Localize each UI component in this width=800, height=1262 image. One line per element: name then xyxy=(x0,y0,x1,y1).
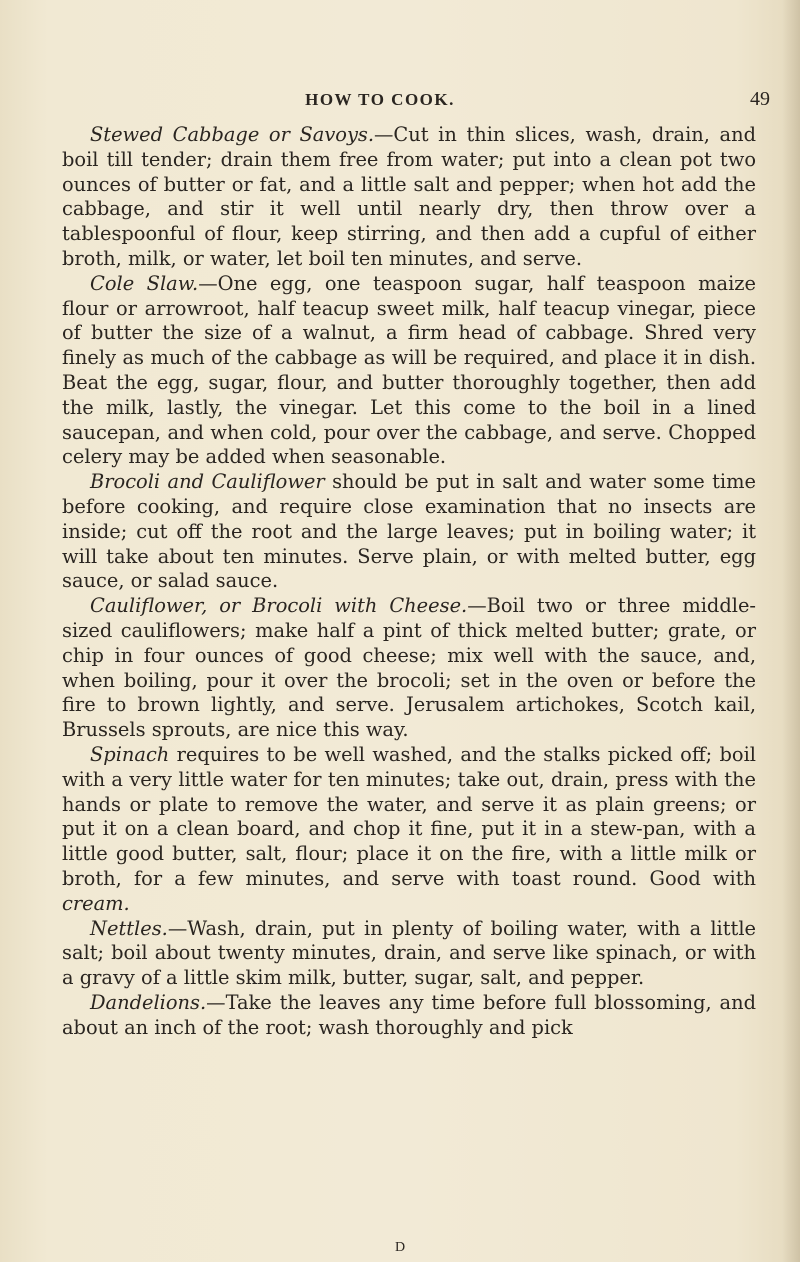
recipe-cauliflower-cheese xyxy=(62,594,756,743)
recipe-dandelions xyxy=(62,991,756,1041)
recipe-title: Cole Slaw. xyxy=(90,271,199,295)
recipe-body: requires to be well washed, and the stalks picked off; boil with a very little water for ten minutes; take out, drain, press with the hands or plate to remove the water, and serve it as plain greens; or put it on a clean board, and chop it fine, put it in a stew-pan, with a little good butter, salt, flour; place it on the fire, with a little milk or broth, for a few minutes, and serve with toast round. Good with xyxy=(62,742,756,890)
page-number: 49 xyxy=(750,88,770,110)
recipe-title: Dandelions. xyxy=(90,990,207,1014)
recipe-title: Stewed Cabbage or Savoys. xyxy=(90,123,375,146)
recipe-title: Nettles. xyxy=(90,916,168,940)
recipe-body: —Cut in thin slices, wash, drain, and boil till tender; drain them free from water; put into a clean pot two ounces of butter or fat, and a little salt and pepper; when hot add the cabbage, and stir it well until nearly dry, then throw over a tablespoonful of flour, keep stirring, and then add a cupful of either broth, milk, or water, let boil ten minutes, and serve. xyxy=(62,123,756,270)
recipe-brocoli-cauliflower xyxy=(62,470,756,594)
recipe-body: —Boil two or three middle-sized cauliflowers; make half a pint of thick melted butter; grate, or chip in four ounces of good cheese; mix well with the sauce, and, when boiling, pour it over the brocoli; set in the oven or before the fire to brown lightly, and serve. Jerusalem artichokes, Scotch kail, Brussels sprouts, are nice this way. xyxy=(62,594,756,742)
recipe-title: Cauliflower, or Brocoli with Cheese. xyxy=(90,594,468,618)
recipe-cole-slaw xyxy=(62,272,756,470)
recipe-body: —Wash, drain, put in plenty of boiling water, with a little salt; boil about twenty minutes, drain, and serve like spinach, or with a gravy of a little skim milk, butter, sugar, salt, and pepper. xyxy=(62,916,756,990)
signature-mark: D xyxy=(394,1240,406,1255)
page-header xyxy=(0,90,800,114)
recipe-text xyxy=(62,123,756,1040)
recipe-spinach xyxy=(62,743,756,917)
recipe-body: —Take the leaves any time before full blossoming, and about an inch of the root; wash thoroughly and pick xyxy=(62,990,756,1039)
page-edge-shadow xyxy=(782,0,800,1262)
recipe-stewed-cabbage xyxy=(62,123,756,272)
recipe-nettles xyxy=(62,917,756,991)
recipe-emphasis: cream. xyxy=(62,891,130,915)
recipe-body: should be put in salt and water some time before cooking, and require close examination that no insects are inside; cut off the root and the large leaves; put in boiling water; it will take about ten minutes. Serve plain, or with melted butter, egg sauce, or salad sauce. xyxy=(62,470,756,593)
recipe-title: Spinach xyxy=(90,742,170,766)
recipe-body: —One egg, one teaspoon sugar, half teaspoon maize flour or arrowroot, half teacup sweet milk, half teacup vinegar, piece of butter the size of a walnut, a firm head of cabbage. Shred very finely as much of the cabbage as will be required, and place it in dish. Beat the egg, sugar, flour, and butter thoroughly together, then add the milk, lastly, the vinegar. Let this come to the boil in a lined saucepan, and when cold, pour over the cabbage, and serve. Chopped celery may be added when seasonable. xyxy=(62,271,756,469)
recipe-title: Brocoli and Cauliflower xyxy=(90,470,325,494)
running-head: HOW TO COOK. xyxy=(305,90,455,109)
